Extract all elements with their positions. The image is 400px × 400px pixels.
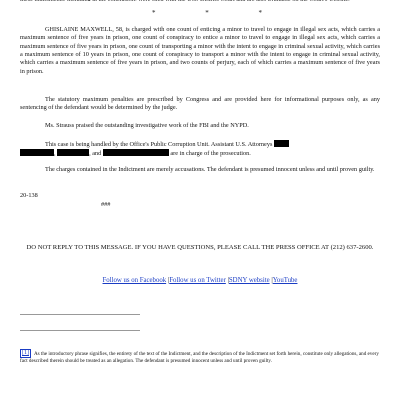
twitter-link[interactable]: Follow us on Twitter: [169, 277, 226, 284]
praise-text: Ms. Strauss praised the outstanding investigative work of the FBI and the NYPD.: [45, 122, 249, 129]
charges-text: GHISLAINE MAXWELL, 58, is charged with one count of enticing a minor to travel to engage in illegal sex acts, which carries a maximum sentence of five years in prison, one count of conspiracy to entice a minor to travel to engage in illegal sex acts, which carries a maximum sentence of five years in prison, one count of transporting a minor with the intent to engage in criminal sexual activity, which carries a maximum sentence of 10 years in prison, one count of conspiracy to transport a minor with the intent to engage in criminal sexual activity, which carries a maximum sentence of five years in prison, and two counts of perjury, each of which carries a maximum sentence of five years in prison.: [20, 26, 380, 75]
release-number: 20-138: [20, 192, 38, 199]
footnote-marker-link[interactable]: [1]: [22, 350, 29, 356]
separator-star: *: [258, 9, 262, 17]
handling-and: , and: [89, 150, 102, 158]
redacted-name: [274, 140, 289, 147]
handling-tail: are in charge of the prosecution.: [170, 150, 251, 158]
presumption-text: The charges contained in the Indictment are merely accusations. The defendant is presumed innocent unless and until proven guilty.: [45, 166, 375, 173]
separator-star: *: [152, 9, 156, 17]
press-office-notice: DO NOT REPLY TO THIS MESSAGE. IF YOU HAVE QUESTIONS, PLEASE CALL THE PRESS OFFICE AT (212) 637-2600.: [26, 244, 374, 251]
redacted-name: [57, 149, 89, 156]
section-separator: [152, 9, 262, 17]
end-marks: ###: [101, 201, 111, 208]
facebook-link[interactable]: Follow us on Facebook: [102, 277, 167, 284]
sdny-website-link[interactable]: SDNY website: [228, 277, 270, 284]
link-separator: |: [271, 277, 273, 284]
redacted-name: [20, 149, 54, 156]
link-separator: |: [227, 277, 229, 284]
penalties-paragraph: [20, 96, 380, 113]
charges-paragraph: [20, 26, 380, 76]
separator-star: *: [205, 9, 209, 17]
footnote-divider: [20, 330, 140, 331]
handling-paragraph: This case is being handled by the Office's Public Corruption Unit. Assistant U.S. Attorneys , , and are in charge of the prosecution.: [20, 140, 380, 159]
presumption-paragraph: [20, 166, 380, 174]
link-separator: |: [167, 277, 170, 284]
penalties-text: The statutory maximum penalties are prescribed by Congress and are provided here for informational purposes only, as any sentencing of the defendant would be determined by the judge.: [20, 96, 380, 112]
youtube-link[interactable]: YouTube: [272, 277, 298, 284]
social-links: [20, 276, 380, 285]
footnote-divider: [20, 314, 140, 315]
footnote-text: As the introductory phrase signifies, the entirety of the text of the Indictment, and the description of the Indictment set forth herein, constitute only allegations, and every fact described therein should be treated as an allegation. The defendant is presumed innocent unless and until proven guilty.: [20, 351, 379, 365]
footnote: [20, 349, 380, 365]
cut-off-text-line: [20, 0, 365, 1]
handling-lead: This case is being handled by the Office's Public Corruption Unit. Assistant U.S. Attorneys: [45, 141, 273, 148]
praise-paragraph: [20, 122, 380, 130]
redacted-name: [103, 149, 169, 156]
